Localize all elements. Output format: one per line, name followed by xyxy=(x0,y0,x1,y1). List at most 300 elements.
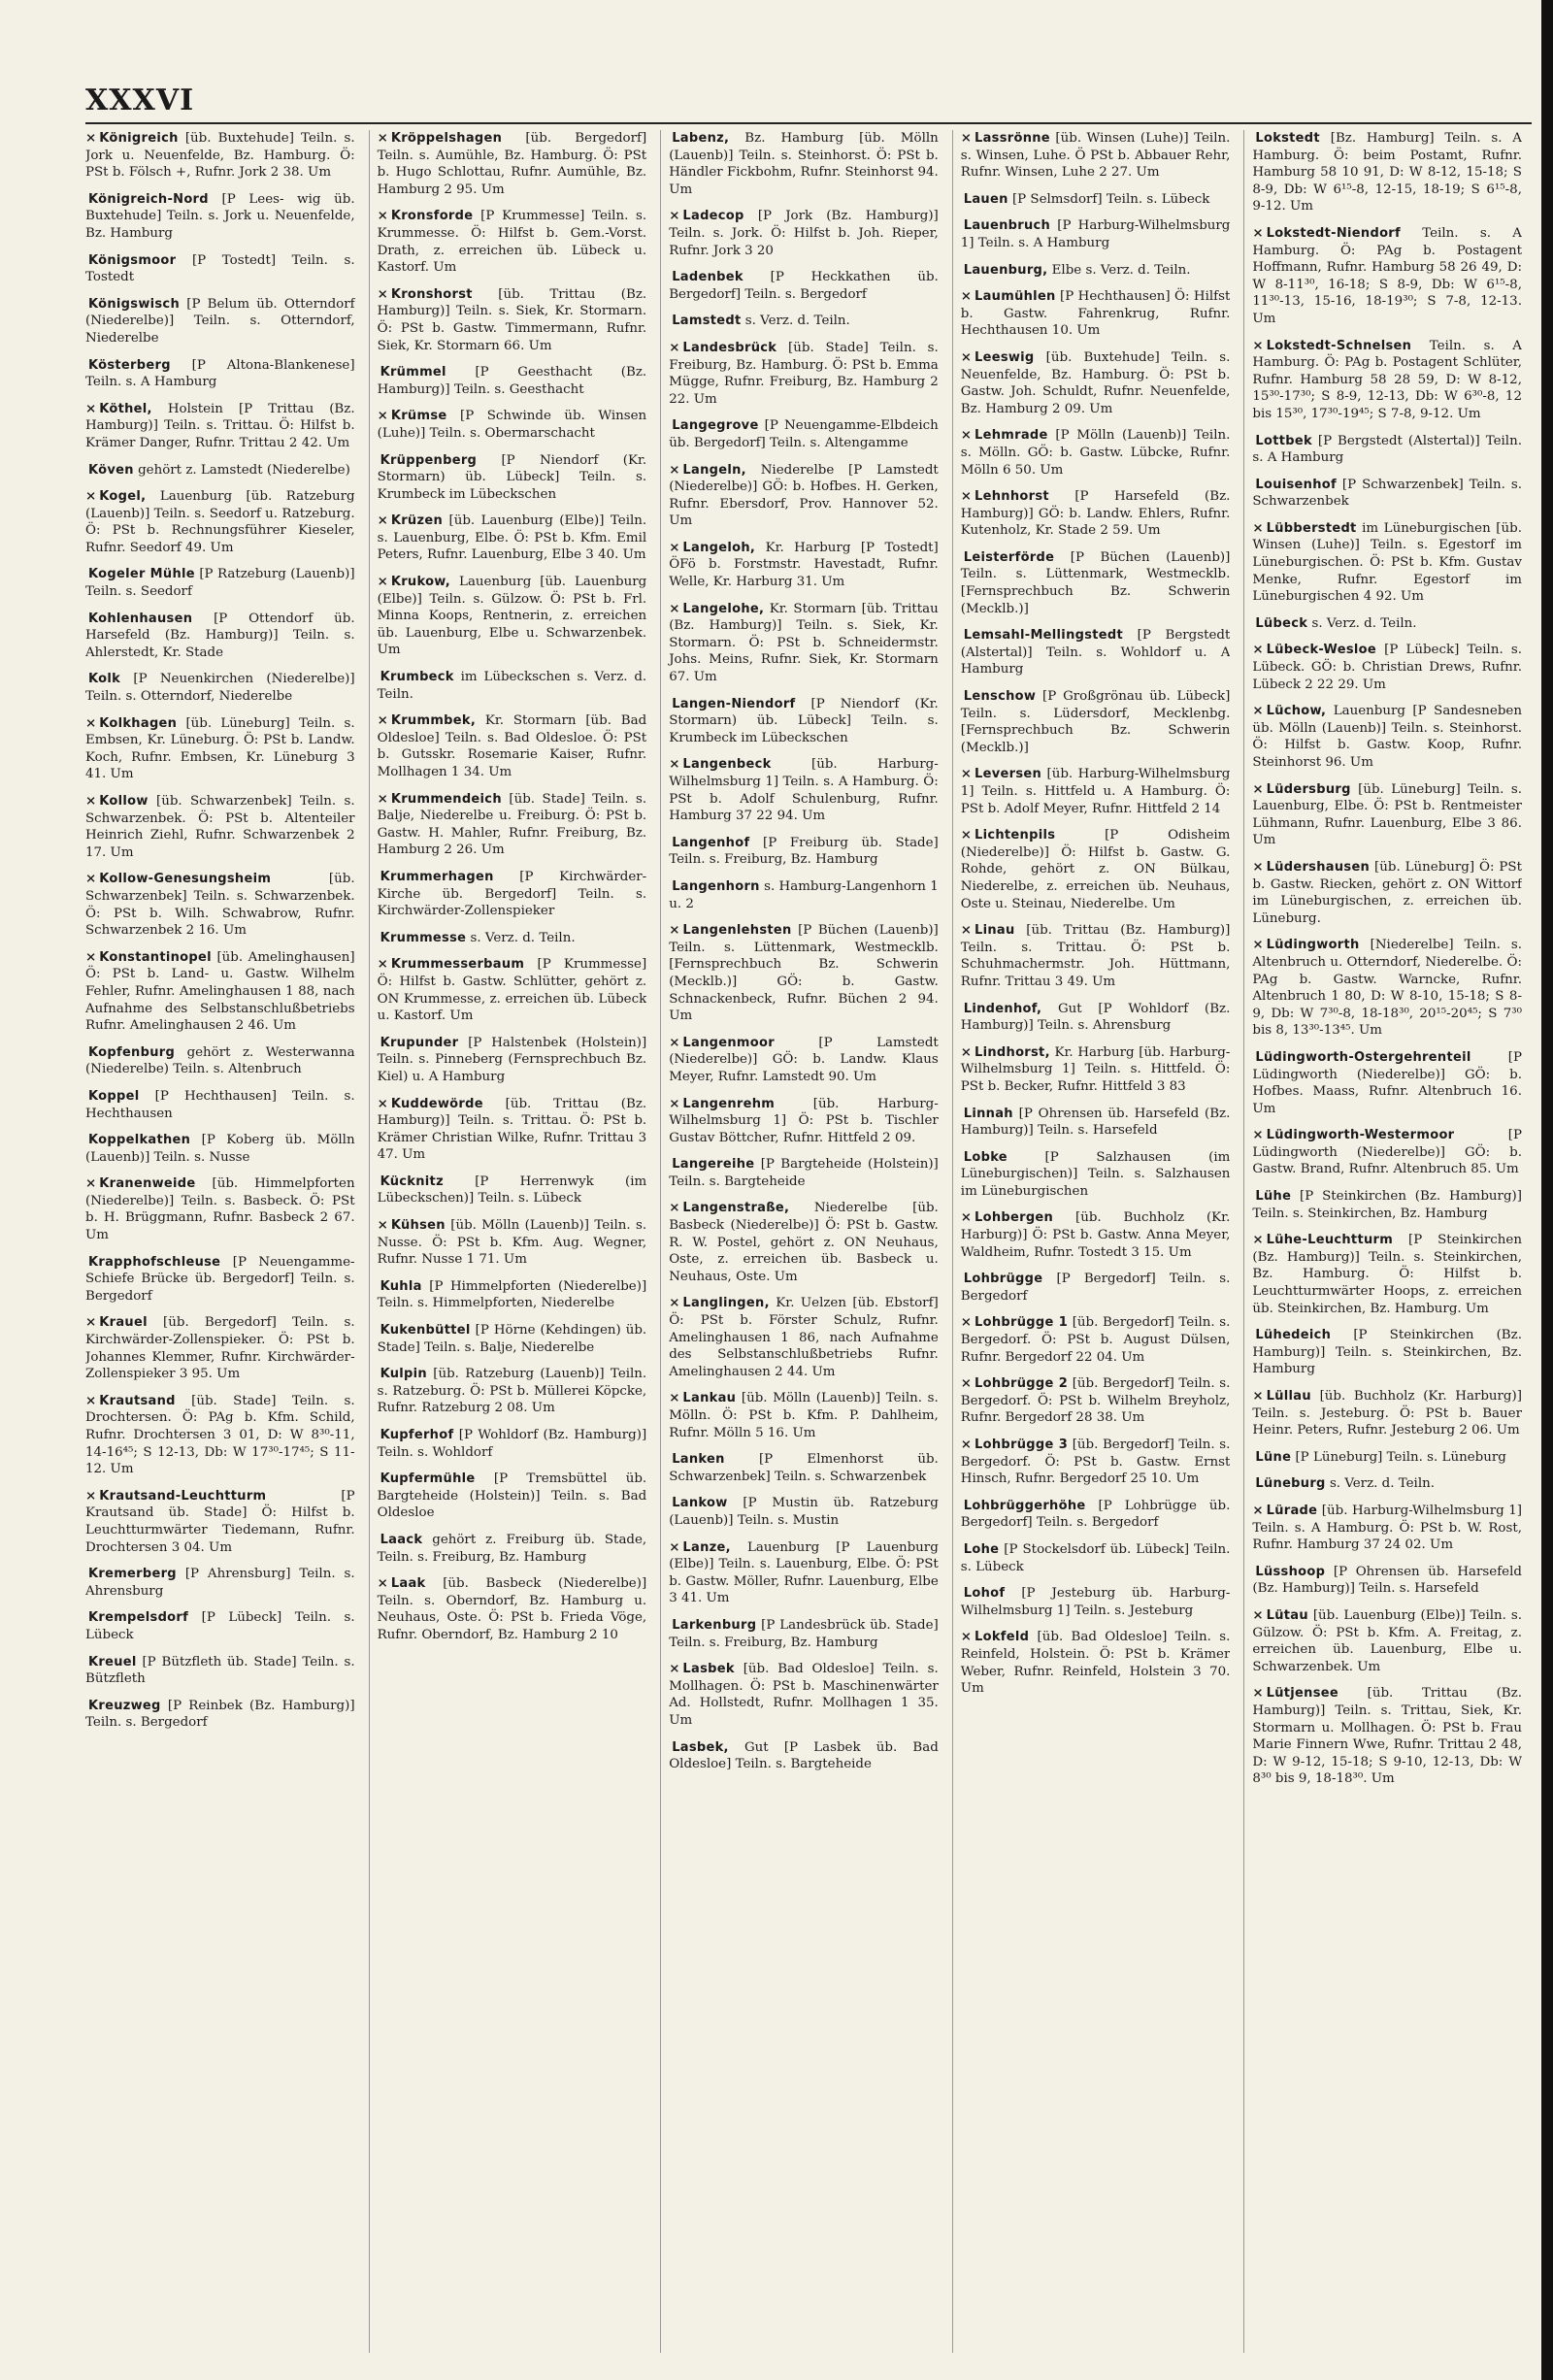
entry-text: [üb. Lüneburg] Teiln. s. Lauenburg, Elbe. Ö: PSt b. Rentmeister Lühmann, Rufnr. Lauenburg, Elbe 3 86. Um xyxy=(1252,781,1522,848)
office-marker: × xyxy=(1252,703,1264,719)
entry-text: [üb. Ratzeburg (Lauenb)] Teiln. s. Ratzeburg. Ö: PSt b. Müllerei Köpcke, Rufnr. Ratzeburg 2 08. Um xyxy=(377,1367,647,1416)
entry-text: s. Verz. d. Teiln. xyxy=(744,314,850,329)
directory-column xyxy=(85,130,355,2353)
place-name: Lehnhorst xyxy=(975,489,1049,505)
office-marker: × xyxy=(1252,1127,1264,1143)
office-marker: × xyxy=(85,400,97,416)
office-marker: × xyxy=(960,1043,973,1060)
entry-text: [üb. Lüneburg] Ö: PSt b. Gastw. Riecken, gehört z. ON Wittorf im Lüneburgischen, z. erreichen üb. Lüneburg. xyxy=(1252,859,1522,926)
place-name: Langenrehm xyxy=(682,1096,776,1111)
directory-entry xyxy=(378,1278,647,1312)
directory-entry xyxy=(378,1575,647,1643)
directory-entry xyxy=(378,1471,647,1522)
entry-text: [P Lees- wig üb. Buxtehude] Teiln. s. Jork u. Neuenfelde, Bz. Hamburg xyxy=(85,191,355,241)
directory-entry xyxy=(961,922,1231,990)
entry-text: [P Mölln (Lauenb)] Teiln. s. Mölln. GÖ: b. Gastw. Lübcke, Rufnr. Mölln 6 50. Um xyxy=(960,428,1231,478)
office-marker: × xyxy=(1252,519,1264,536)
directory-entry xyxy=(961,1149,1231,1201)
entry-text: [üb. Schwarzenbek] Teiln. s. Schwarzenbek. Ö: PSt b. Wilh. Schwabrow, Rufnr. Schwarzenbek 2 16. Um xyxy=(85,872,355,939)
directory-entry xyxy=(85,1132,355,1166)
office-marker: × xyxy=(377,285,388,302)
office-marker: × xyxy=(377,712,388,729)
place-name: Krümmel xyxy=(380,365,446,380)
directory-entry xyxy=(669,313,939,330)
directory-entry xyxy=(378,1322,647,1356)
entry-text: im Lüneburgischen [üb. Winsen (Luhe)] Teiln. s. Egestorf im Lüneburgischen. Ö: PSt b. Kfm. Gustav Menke, Rufnr. Egestorf im Lüneburgischen 4 92. Um xyxy=(1252,520,1522,605)
entry-text: [P Mustin üb. Ratzeburg (Lauenb)] Teiln. s. Mustin xyxy=(669,1496,939,1528)
office-marker: × xyxy=(377,208,388,224)
entry-text: [P Hechthausen] Teiln. s. Hechthausen xyxy=(85,1088,355,1121)
directory-entry xyxy=(85,793,355,861)
entry-text: [üb. Stade] Teiln. s. Freiburg, Bz. Hamburg. Ö: PSt b. Emma Mügge, Rufnr. Freiburg, Bz. Hamburg 2 22. Um xyxy=(669,340,939,407)
directory-column xyxy=(952,130,1231,2353)
place-name: Kücknitz xyxy=(380,1173,444,1189)
directory-entry xyxy=(85,191,355,243)
directory-entry xyxy=(1252,1503,1522,1554)
place-name: Krümse xyxy=(390,409,447,424)
place-name: Krumbeck xyxy=(380,670,454,685)
entry-text: [P Koberg üb. Mölln (Lauenb)] Teiln. s. Nusse xyxy=(85,1133,355,1165)
directory-entry xyxy=(669,340,939,408)
office-marker: × xyxy=(85,871,97,887)
entry-text: [üb. Trittau (Bz. Hamburg)] Teiln. s. Siek, Kr. Stormarn. Ö: PSt b. Gastw. Timmermann, Rufnr. Siek, Kr. Stormarn 66. Um xyxy=(377,286,647,353)
directory-entry xyxy=(1252,1188,1522,1222)
office-marker: × xyxy=(85,488,97,505)
directory-entry xyxy=(1252,1232,1522,1317)
place-name: Lankow xyxy=(672,1496,728,1511)
entry-text: Kr. Stormarn [üb. Trittau (Bz. Hamburg)] Teiln. s. Siek, Kr. Stormarn. Ö: PSt b. Schneidermstr. Johs. Meins, Rufnr. Siek, Kr. Stormarn 67. Um xyxy=(669,601,939,685)
entry-text: s. Verz. d. Teiln. xyxy=(1329,1476,1436,1492)
entry-text: [üb. Trittau (Bz. Hamburg)] Teiln. s. Trittau. Ö: PSt b. Schuhmachermstr. Joh. Hüttmann, Rufnr. Trittau 3 49. Um xyxy=(960,923,1231,989)
entry-text: [üb. Amelinghausen] Ö: PSt b. Land- u. Gastw. Wilhelm Fehler, Rufnr. Amelinghausen 1 88, nach Aufnahme des Selbstanschlußbetriebs Rufnr. Amelinghausen 2 46. Um xyxy=(85,949,355,1034)
directory-entry xyxy=(669,462,939,530)
place-name: Köthel, xyxy=(99,401,152,416)
entry-text: [P Harsefeld (Bz. Hamburg)] GÖ: b. Landw. Ehlers, Rufnr. Kutenholz, Kr. Stade 2 59. Um xyxy=(960,489,1231,539)
place-name: Linnah xyxy=(963,1106,1013,1121)
office-marker: × xyxy=(85,1314,97,1331)
place-name: Leeswig xyxy=(975,349,1035,365)
entry-text: im Lübeckschen s. Verz. d. Teiln. xyxy=(377,670,647,702)
place-name: Kreuel xyxy=(88,1654,137,1669)
entry-text: [P Lamstedt (Niederelbe)] GÖ: b. Landw. Klaus Meyer, Rufnr. Lamstedt 90. Um xyxy=(669,1035,939,1084)
place-name: Kopfenburg xyxy=(88,1044,176,1060)
place-name: Krüppenberg xyxy=(380,452,478,468)
directory-entry xyxy=(669,1295,939,1380)
entry-text: [üb. Harburg-Wilhelmsburg 1] Teiln. s. A Hamburg. Ö: PSt b. Adolf Schulenburg, Rufnr. Hamburg 37 22 94. Um xyxy=(669,757,939,824)
directory-entry xyxy=(378,512,647,564)
page-number: XXXVI xyxy=(85,83,195,117)
directory-entry xyxy=(961,1437,1231,1488)
place-name: Lüneburg xyxy=(1255,1476,1326,1492)
place-name: Krempelsdorf xyxy=(88,1610,189,1626)
directory-entry xyxy=(669,1200,939,1285)
place-name: Lüdingworth xyxy=(1266,938,1360,953)
directory-entry xyxy=(85,1609,355,1643)
place-name: Kukenbüttel xyxy=(380,1323,471,1339)
directory-entry xyxy=(1252,1449,1522,1467)
directory-entry xyxy=(378,1173,647,1207)
entry-text: [üb. Buchholz (Kr. Harburg)] Teiln. s. Jesteburg. Ö: PSt b. Bauer Heinr. Peters, Rufnr. Jesteburg 2 06. Um xyxy=(1252,1389,1522,1438)
directory-entry xyxy=(378,574,647,659)
place-name: Kupferhof xyxy=(380,1428,454,1442)
place-name: Lüdingworth-Westermoor xyxy=(1266,1128,1455,1143)
office-marker: × xyxy=(960,130,973,146)
entry-text: [P Odisheim (Niederelbe)] Ö: Hilfst b. Gastw. G. Rohde, gehört z. ON Bülkau, Niederelbe, z. erreichen üb. Neuhaus, Oste u. Steinau, Niederelbe. Um xyxy=(960,828,1231,911)
place-name: Kreuzweg xyxy=(88,1698,161,1713)
directory-entry xyxy=(85,1566,355,1600)
directory-entry xyxy=(85,1654,355,1688)
entry-text: [P Tostedt] Teiln. s. Tostedt xyxy=(85,252,355,285)
directory-entry xyxy=(1252,781,1522,849)
office-marker: × xyxy=(1252,1502,1264,1518)
directory-entry xyxy=(1252,338,1522,423)
directory-entry xyxy=(85,715,355,783)
entry-text: [üb. Mölln (Lauenb)] Teiln. s. Nusse. Ö: PSt b. Kfm. Aug. Wegner, Rufnr. Nusse 1 71. Um xyxy=(377,1218,647,1268)
office-marker: × xyxy=(85,1392,97,1408)
office-marker: × xyxy=(960,922,973,939)
place-name: Krapphofschleuse xyxy=(88,1254,221,1270)
place-name: Königreich xyxy=(99,131,179,146)
place-name: Lohbrüggerhöhe xyxy=(963,1498,1086,1513)
entry-text: [P Großgrönau üb. Lübeck] Teiln. s. Lüdersdorf, Mecklenbg. [Fernsprechbuch Bz. Schwerin (Mecklb.)] xyxy=(960,689,1231,755)
place-name: Lokstedt-Niendorf xyxy=(1266,225,1401,241)
place-name: Lassrönne xyxy=(975,131,1050,146)
entry-text: [üb. Buxtehude] Teiln. s. Jork u. Neuenfelde, Bz. Hamburg. Ö: PSt b. Fölsch +, Rufnr. Jork 2 38. Um xyxy=(85,131,355,181)
entry-text: [üb. Bergedorf] Teiln. s. Bergedorf. Ö: PSt b. Gastw. Ernst Hinsch, Rufnr. Bergedorf 25 10. Um xyxy=(960,1438,1231,1487)
office-marker: × xyxy=(960,288,973,305)
entry-text: [P Steinkirchen (Bz. Hamburg)] Teiln. s. Steinkirchen, Bz. Hamburg xyxy=(1252,1189,1522,1221)
entry-text: [P Lübeck] Teiln. s. Lübeck. GÖ: b. Christian Drews, Rufnr. Lübeck 2 22 29. Um xyxy=(1252,643,1522,692)
entry-text: [P Schwinde üb. Winsen (Luhe)] Teiln. s. Obermarschacht xyxy=(377,409,647,441)
directory-entry xyxy=(85,1175,355,1243)
place-name: Kulpin xyxy=(380,1367,427,1382)
directory-entry xyxy=(1252,1049,1522,1117)
directory-entry xyxy=(378,791,647,859)
place-name: Lokstedt-Schnelsen xyxy=(1266,338,1412,353)
place-name: Krautsand-Leuchtturm xyxy=(99,1488,267,1504)
directory-entry xyxy=(378,286,647,354)
entry-text: [P Niendorf (Kr. Stormarn) üb. Lübeck] Teiln. s. Krumbeck im Lübeckschen xyxy=(377,452,647,502)
entry-text: [P Krummesse] Ö: Hilfst b. Gastw. Schlütter, gehört z. ON Krummesse, z. erreichen üb. Lübeck u. Kastorf. Um xyxy=(377,957,647,1024)
office-marker: × xyxy=(669,1538,680,1555)
office-marker: × xyxy=(960,1314,973,1331)
directory-entry xyxy=(1252,615,1522,633)
directory-entry xyxy=(961,1271,1231,1305)
office-marker: × xyxy=(669,339,680,355)
entry-text: Holstein [P Trittau (Bz. Hamburg)] Teiln. s. Trittau. Ö: Hilfst b. Krämer Danger, Rufnr. Trittau 2 42. Um xyxy=(85,401,355,450)
place-name: Lasbek, xyxy=(672,1739,729,1755)
place-name: Lüdersburg xyxy=(1266,781,1351,797)
directory-entry xyxy=(1252,477,1522,511)
place-name: Lanken xyxy=(672,1452,725,1468)
directory-entry xyxy=(85,611,355,662)
place-name: Laumühlen xyxy=(975,289,1056,305)
directory-entry xyxy=(1252,703,1522,771)
office-marker: × xyxy=(1252,780,1264,797)
place-name: Köven xyxy=(88,462,134,478)
place-name: Koppelkathen xyxy=(88,1133,191,1148)
entry-text: [üb. Lüneburg] Teiln. s. Embsen, Kr. Lüneburg. Ö: PSt b. Landw. Koch, Rufnr. Embsen, Kr. Lüneburg 3 41. Um xyxy=(85,715,355,782)
entry-text: [P Stockelsdorf üb. Lübeck] Teiln. s. Lübeck xyxy=(960,1541,1231,1574)
office-marker: × xyxy=(377,956,388,973)
entry-text: [P Reinbek (Bz. Hamburg)] Teiln. s. Bergedorf xyxy=(85,1698,355,1731)
office-marker: × xyxy=(960,348,973,365)
office-marker: × xyxy=(669,1661,680,1677)
directory-entry xyxy=(961,288,1231,340)
directory-entry xyxy=(85,1393,355,1478)
office-marker: × xyxy=(1252,937,1264,953)
entry-text: [P Selmsdorf] Teiln. s. Lübeck xyxy=(1011,191,1210,207)
place-name: Kogeler Mühle xyxy=(88,567,195,582)
place-name: Kolk xyxy=(88,672,121,687)
entry-text: Kr. Uelzen [üb. Ebstorf] Ö: PSt b. Förster Schulz, Rufnr. Amelinghausen 1 86, nach Aufnahme des Selbstanschlußbetriebs Rufnr. Amelinghausen 2 44. Um xyxy=(669,1296,939,1379)
place-name: Laack xyxy=(380,1532,423,1547)
directory-entry xyxy=(961,191,1231,209)
place-name: Lokfeld xyxy=(975,1630,1030,1645)
entry-text: Teiln. s. A Hamburg. Ö: PAg b. Postagent Hoffmann, Rufnr. Hamburg 58 26 49, D: W 8-11³⁰, 16-18; S 8-9, Db: W 6¹⁵-8, 11³⁰-13, 15-16, 18-19³⁰; S 7-8, 12-13. Um xyxy=(1252,225,1522,326)
office-marker: × xyxy=(960,766,973,782)
entry-text: [P Niendorf (Kr. Stormarn) üb. Lübeck] Teiln. s. Krumbeck im Lübeckschen xyxy=(669,696,939,745)
directory-entry xyxy=(669,1390,939,1441)
entry-text: Lauenburg [P Sandesneben üb. Mölln (Lauenb)] Teiln. s. Steinhorst. Ö: Hilfst b. Gastw. Koop, Rufnr. Steinhorst 96. Um xyxy=(1252,704,1522,770)
entry-text: Kr. Harburg [P Tostedt] ÖFö b. Forstmstr. Havestadt, Rufnr. Welle, Kr. Harburg 31. Um xyxy=(669,540,939,590)
entry-text: Gut [P Wohldorf (Bz. Hamburg)] Teiln. s. Ahrensburg xyxy=(960,1001,1231,1034)
directory-entry xyxy=(961,688,1231,756)
entry-text: [P Lüdingworth (Niederelbe)] GÖ: b. Gastw. Brand, Rufnr. Altenbruch 85. Um xyxy=(1252,1128,1522,1177)
place-name: Kollow-Genesungsheim xyxy=(99,872,272,887)
directory-entry xyxy=(378,364,647,398)
office-marker: × xyxy=(85,793,97,809)
directory-entry xyxy=(85,296,355,347)
directory-entry xyxy=(961,1541,1231,1575)
directory-entry xyxy=(85,1314,355,1382)
directory-entry xyxy=(378,208,647,276)
directory-column xyxy=(660,130,939,2353)
directory-entry xyxy=(378,1035,647,1086)
entry-text: [P Altona-Blankenese] Teiln. s. A Hamburg xyxy=(85,357,355,390)
place-name: Lemsahl-Mellingstedt xyxy=(963,628,1124,644)
directory-entry xyxy=(85,871,355,939)
office-marker: × xyxy=(1252,224,1264,241)
place-name: Lohbrügge 2 xyxy=(975,1376,1069,1392)
place-name: Lühe xyxy=(1255,1189,1292,1205)
directory-entry xyxy=(961,488,1231,540)
office-marker: × xyxy=(377,408,388,424)
directory-entry xyxy=(669,1739,939,1773)
entry-text: [P Schwarzenbek] Teiln. s. Schwarzenbek xyxy=(1252,477,1522,510)
place-name: Krauel xyxy=(99,1315,148,1331)
directory-entry xyxy=(961,1106,1231,1140)
entry-text: gehört z. Lamstedt (Niederelbe) xyxy=(138,462,350,478)
place-name: Kröppelshagen xyxy=(390,131,503,146)
directory-entry xyxy=(85,401,355,452)
place-name: Langereihe xyxy=(672,1157,755,1173)
office-marker: × xyxy=(960,488,973,505)
place-name: Kuhla xyxy=(380,1278,422,1294)
directory-entry xyxy=(669,208,939,259)
directory-entry xyxy=(85,671,355,705)
directory-entry xyxy=(378,956,647,1024)
directory-entry xyxy=(961,627,1231,678)
office-marker: × xyxy=(1252,337,1264,353)
entry-text: [P Ohrensen üb. Harsefeld (Bz. Hamburg)] Teiln. s. Harsefeld xyxy=(960,1106,1231,1139)
office-marker: × xyxy=(377,574,388,590)
directory-entry xyxy=(961,766,1231,817)
place-name: Lindhorst, xyxy=(975,1044,1050,1060)
place-name: Lehmrade xyxy=(975,428,1048,444)
entry-text: [P Neuenkirchen (Niederelbe)] Teiln. s. Otterndorf, Niederelbe xyxy=(85,672,355,705)
entry-text: [P Geesthacht (Bz. Hamburg)] Teiln. s. Geesthacht xyxy=(377,365,647,397)
place-name: Langen-Niendorf xyxy=(672,696,796,711)
directory-entry xyxy=(669,835,939,869)
place-name: Lüdingworth-Ostergehrenteil xyxy=(1255,1049,1471,1065)
entry-text: [P Tremsbüttel üb. Bargteheide (Holstein)] Teiln. s. Bad Oldesloe xyxy=(377,1471,647,1521)
directory-entry xyxy=(669,1035,939,1086)
office-marker: × xyxy=(669,1295,680,1311)
place-name: Lütau xyxy=(1266,1607,1308,1623)
directory-entry xyxy=(669,1495,939,1529)
directory-entry xyxy=(961,1375,1231,1427)
directory-entry xyxy=(961,262,1231,280)
office-marker: × xyxy=(85,714,97,731)
place-name: Krummesserbaum xyxy=(390,957,525,973)
entry-text: s. Verz. d. Teiln. xyxy=(470,930,576,945)
place-name: Langenhof xyxy=(672,835,750,850)
place-name: Larkenburg xyxy=(672,1617,757,1633)
directory-entry xyxy=(961,1629,1231,1697)
place-name: Kremerberg xyxy=(88,1567,177,1582)
directory-entry xyxy=(85,357,355,391)
place-name: Kupfermühle xyxy=(380,1471,476,1487)
directory-entry xyxy=(669,1451,939,1485)
entry-text: Niederelbe [P Lamstedt (Niederelbe)] GÖ: b. Hofbes. H. Gerken, Rufnr. Ebersdorf, Prov. Hannover 52. Um xyxy=(669,462,939,529)
entry-text: Kr. Harburg [üb. Harburg-Wilhelmsburg 1] Teiln. s. Hittfeld. Ö: PSt b. Becker, Rufnr. Hittfeld 3 83 xyxy=(960,1044,1231,1094)
office-marker: × xyxy=(377,1575,388,1592)
place-name: Lürade xyxy=(1266,1503,1318,1518)
directory-entry xyxy=(961,1044,1231,1096)
directory-entry xyxy=(378,1217,647,1269)
entry-text: [üb. Bergedorf] Teiln. s. Kirchwärder-Zollenspieker. Ö: PSt b. Johannes Klemmer, Rufnr. Kirchwärder-Zollenspieker 3 95. Um xyxy=(85,1315,355,1382)
office-marker: × xyxy=(85,948,97,965)
directory-entry xyxy=(1252,433,1522,467)
place-name: Königswisch xyxy=(88,296,180,312)
place-name: Lühe-Leuchtturm xyxy=(1266,1233,1394,1248)
office-marker: × xyxy=(669,922,680,939)
place-name: Lankau xyxy=(682,1391,737,1406)
entry-text: [P Elmenhorst üb. Schwarzenbek] Teiln. s. Schwarzenbek xyxy=(669,1452,939,1484)
entry-text: [P Wohldorf (Bz. Hamburg)] Teiln. s. Wohldorf xyxy=(377,1428,647,1460)
office-marker: × xyxy=(669,1034,680,1050)
entry-text: Niederelbe [üb. Basbeck (Niederelbe)] Ö: PSt b. Gastw. R. W. Postel, gehört z. ON Neuhaus, Oste, z. erreichen üb. Basbeck u. Neuhaus, Oste. Um xyxy=(669,1201,939,1284)
directory-entry xyxy=(1252,1327,1522,1378)
entry-text: [P Lübeck] Teiln. s. Lübeck xyxy=(85,1610,355,1642)
entry-text: [P Jesteburg üb. Harburg-Wilhelmsburg 1] Teiln. s. Jesteburg xyxy=(960,1586,1231,1618)
place-name: Königsmoor xyxy=(88,252,177,268)
place-name: Langelohe, xyxy=(682,601,765,616)
directory-entry xyxy=(85,1254,355,1306)
directory-entry xyxy=(85,1088,355,1122)
place-name: Lühedeich xyxy=(1255,1328,1332,1343)
entry-text: gehört z. Freiburg üb. Stade, Teiln. s. Freiburg, Bz. Hamburg xyxy=(377,1532,647,1565)
place-name: Krummerhagen xyxy=(380,869,494,884)
directory-entry xyxy=(1252,1127,1522,1178)
entry-text: [P Landesbrück üb. Stade] Teiln. s. Freiburg, Bz. Hamburg xyxy=(669,1617,939,1650)
header-rule xyxy=(85,122,1532,124)
directory-entry xyxy=(669,878,939,912)
place-name: Kranenweide xyxy=(99,1176,196,1192)
entry-text: [P Bargteheide (Holstein)] Teiln. s. Bargteheide xyxy=(669,1157,939,1189)
entry-text: [üb. Buchholz (Kr. Harburg)] Ö: PSt b. Gastw. Anna Meyer, Waldheim, Rufnr. Tostedt 3 15. Um xyxy=(960,1210,1231,1260)
entry-text: [üb. Bergedorf] Teiln. s. Aumühle, Bz. Hamburg. Ö: PSt b. Hugo Schlottau, Rufnr. Aumühle, Bz. Hamburg 2 95. Um xyxy=(377,131,647,197)
directory-entry xyxy=(85,462,355,479)
directory-entry xyxy=(85,1044,355,1078)
entry-text: [P Neuengamme-Schiefe Brücke üb. Bergedorf] Teiln. s. Bergedorf xyxy=(85,1254,355,1304)
office-marker: × xyxy=(377,790,388,807)
entry-text: Gut [P Lasbek üb. Bad Oldesloe] Teiln. s. Bargteheide xyxy=(669,1739,939,1772)
place-name: Krautsand xyxy=(99,1393,176,1408)
place-name: Lauenbruch xyxy=(963,218,1051,234)
place-name: Laak xyxy=(390,1576,426,1592)
office-marker: × xyxy=(669,756,680,773)
entry-text: [P Büchen (Lauenb)] Teiln. s. Lüttenmark, Westmecklb. [Fernsprechbuch Bz. Schwerin (Mecklb.)] xyxy=(960,549,1231,616)
place-name: Kühsen xyxy=(390,1218,446,1234)
entry-text: [P Heckkathen üb. Bergedorf] Teiln. s. Bergedorf xyxy=(669,270,939,302)
entry-text: [P Steinkirchen (Bz. Hamburg)] Teiln. s. Steinkirchen, Bz. Hamburg xyxy=(1252,1328,1522,1377)
place-name: Krüzen xyxy=(390,513,444,529)
entry-text: [P Harburg-Wilhelmsburg 1] Teiln. s. A Hamburg xyxy=(960,218,1231,250)
office-marker: × xyxy=(377,1095,388,1111)
office-marker: × xyxy=(669,1200,680,1216)
entry-text: [üb. Lauenburg (Elbe)] Teiln. s. Lauenburg, Elbe. Ö: PSt b. Kfm. Emil Peters, Rufnr. Lauenburg, Elbe 3 40. Um xyxy=(377,513,647,563)
office-marker: × xyxy=(960,427,973,444)
entry-text: [P Bergstedt (Alstertal)] Teiln. s. Wohldorf u. A Hamburg xyxy=(960,628,1231,678)
place-name: Langenstraße, xyxy=(682,1201,790,1216)
place-name: Koppel xyxy=(88,1088,140,1104)
directory-entry xyxy=(669,1096,939,1147)
entry-text: [üb. Himmelpforten (Niederelbe)] Teiln. s. Basbeck. Ö: PSt b. H. Brüggmann, Rufnr. Basbeck 2 67. Um xyxy=(85,1176,355,1243)
directory-entry xyxy=(1252,1685,1522,1788)
entry-text: [üb. Bergedorf] Teiln. s. Bergedorf. Ö: PSt b. August Dülsen, Rufnr. Bergedorf 22 04. Um xyxy=(960,1315,1231,1365)
directory-entry xyxy=(85,1698,355,1732)
directory-columns xyxy=(85,130,1522,2353)
directory-entry xyxy=(961,130,1231,182)
office-marker: × xyxy=(960,1375,973,1392)
office-marker: × xyxy=(960,1437,973,1452)
entry-text: [üb. Mölln (Lauenb)] Teiln. s. Mölln. Ö: PSt b. Kfm. P. Dahlheim, Rufnr. Mölln 5 16. Um xyxy=(669,1391,939,1440)
office-marker: × xyxy=(1252,1388,1264,1404)
place-name: Kronsforde xyxy=(390,209,474,224)
directory-entry xyxy=(378,712,647,780)
office-marker: × xyxy=(85,1175,97,1192)
entry-text: [üb. Harburg-Wilhelmsburg 1] Teiln. s. A Hamburg. Ö: PSt b. W. Rost, Rufnr. Hamburg 37 24 02. Um xyxy=(1252,1503,1522,1553)
entry-text: [P Herrenwyk (im Lübeckschen)] Teiln. s. Lübeck xyxy=(377,1173,647,1207)
place-name: Konstantinopel xyxy=(99,949,212,965)
office-marker: × xyxy=(85,1487,97,1504)
entry-text: [P Lüdingworth (Niederelbe)] GÖ: b. Hofbes. Maass, Rufnr. Altenbruch 16. Um xyxy=(1252,1049,1522,1116)
directory-entry xyxy=(669,1617,939,1651)
entry-text: [üb. Bergedorf] Teiln. s. Bergedorf. Ö: PSt b. Wilhelm Breyholz, Rufnr. Bergedorf 28 38. Um xyxy=(960,1376,1231,1426)
directory-entry xyxy=(85,130,355,182)
entry-text: [P Himmelpforten (Niederelbe)] Teiln. s. Himmelpforten, Niederelbe xyxy=(377,1278,647,1311)
place-name: Lütjensee xyxy=(1266,1686,1338,1702)
entry-text: [P Ottendorf üb. Harsefeld (Bz. Hamburg)] Teiln. s. Ahlerstedt, Kr. Stade xyxy=(85,611,355,660)
place-name: Lohe xyxy=(963,1541,1000,1557)
directory-entry xyxy=(961,1498,1231,1532)
directory-entry xyxy=(1252,225,1522,328)
place-name: Lohof xyxy=(963,1586,1006,1602)
directory-entry xyxy=(669,417,939,451)
directory-entry xyxy=(669,269,939,303)
